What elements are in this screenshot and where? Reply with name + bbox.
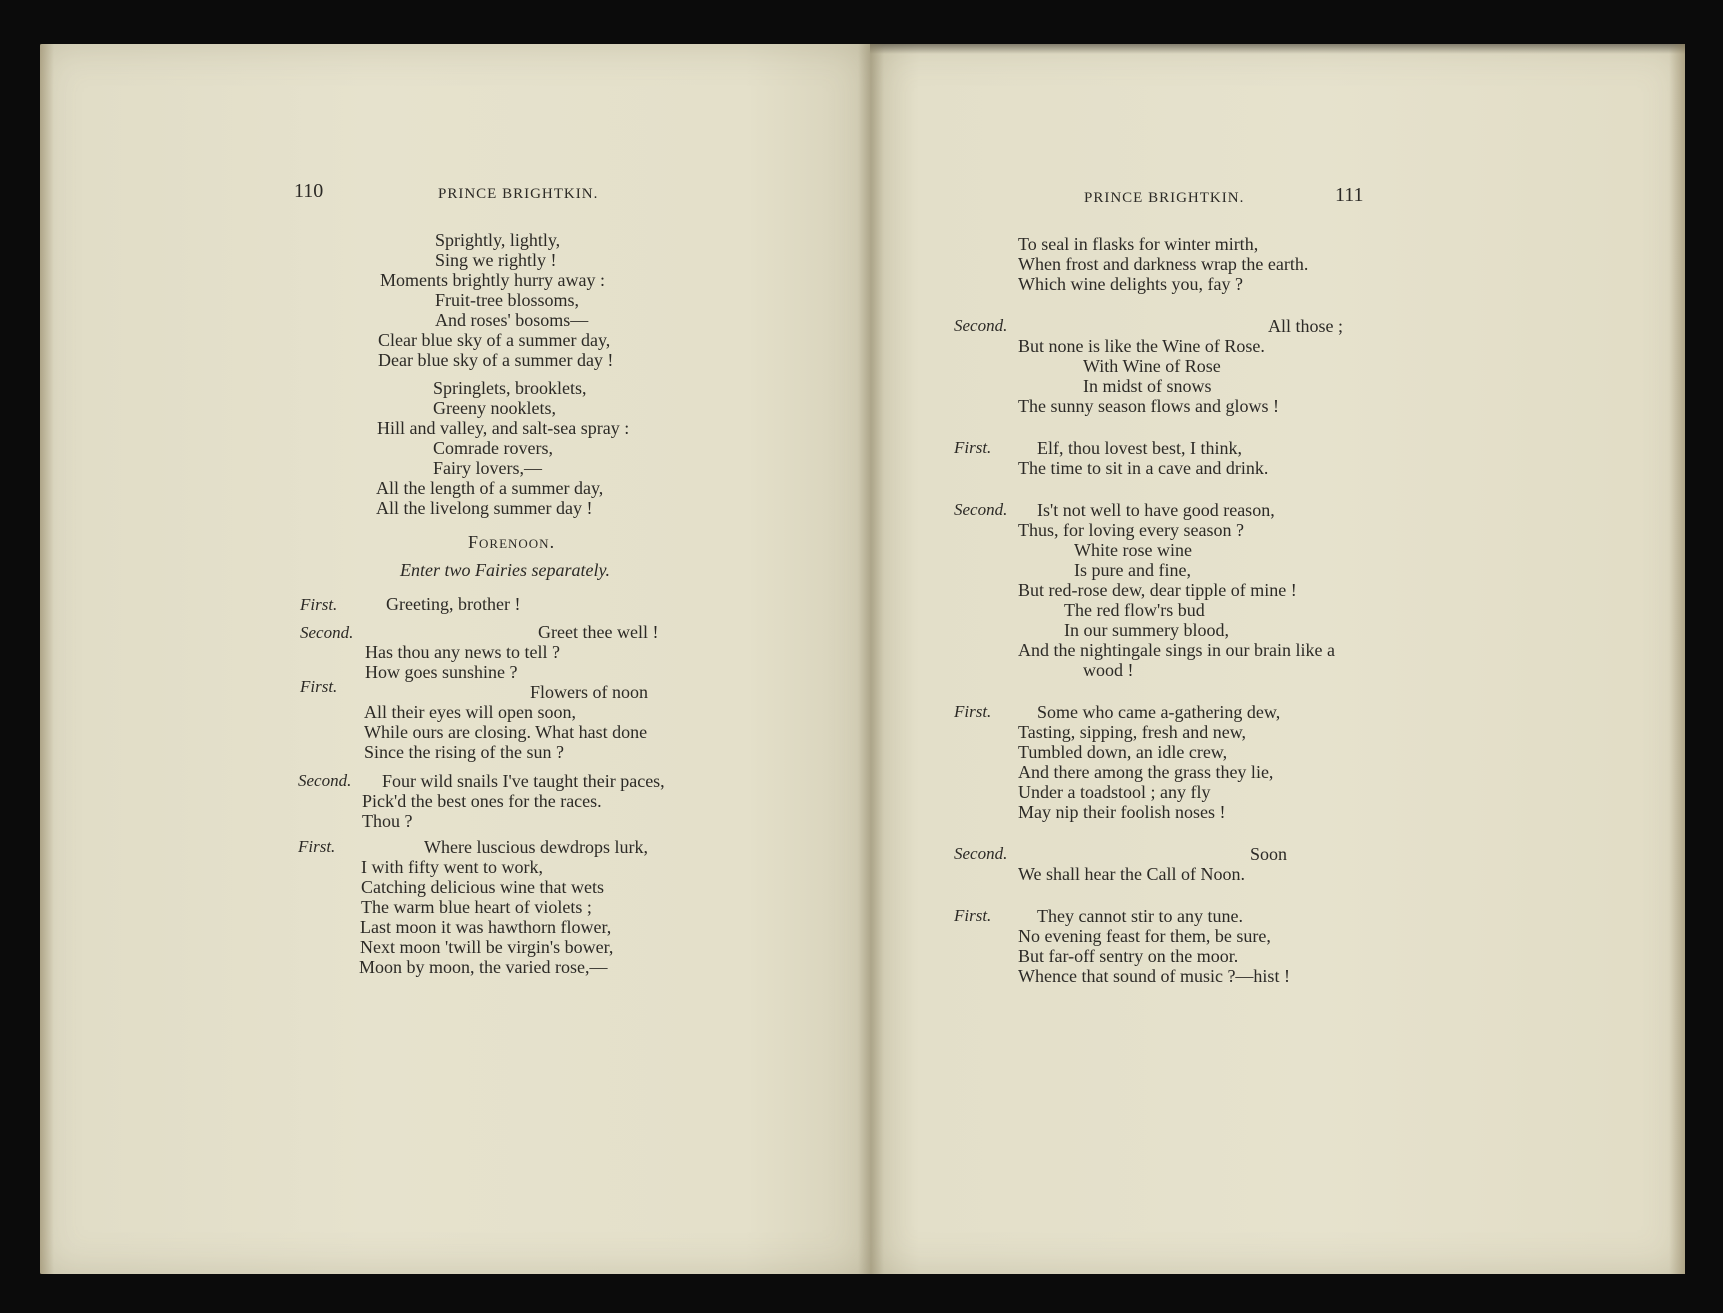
dialogue-line: Soon: [1250, 844, 1288, 864]
stage-direction: Enter two Fairies separately.: [400, 560, 610, 580]
book-gutter: [858, 44, 884, 1274]
verse-line: Dear blue sky of a summer day !: [378, 350, 614, 370]
dialogue-line: How goes sunshine ?: [365, 662, 518, 682]
verse-line: And roses' bosoms—: [435, 310, 589, 330]
dialogue-line: Pick'd the best ones for the races.: [362, 791, 602, 811]
dialogue-line: The warm blue heart of violets ;: [361, 897, 592, 917]
dialogue-line: Is pure and fine,: [1074, 560, 1191, 580]
verse-line: Clear blue sky of a summer day,: [378, 330, 611, 350]
page-edge: [40, 44, 54, 1274]
dialogue-line: But none is like the Wine of Rose.: [1018, 336, 1265, 356]
verse-line: All the length of a summer day,: [376, 478, 604, 498]
dialogue-line: Thus, for loving every season ?: [1018, 520, 1244, 540]
dialogue-line: To seal in flasks for winter mirth,: [1018, 234, 1259, 254]
dialogue-line: Some who came a-gathering dew,: [1037, 702, 1281, 722]
speaker-label: First.: [954, 702, 992, 721]
speaker-label: Second.: [300, 623, 354, 642]
dialogue-line: Is't not well to have good reason,: [1037, 500, 1275, 520]
dialogue-line: I with fifty went to work,: [361, 857, 543, 877]
dialogue-line: With Wine of Rose: [1083, 356, 1221, 376]
dialogue-line: And the nightingale sings in our brain like a: [1018, 640, 1335, 660]
dialogue-line: In midst of snows: [1083, 376, 1212, 396]
dialogue-line: And there among the grass they lie,: [1018, 762, 1274, 782]
verse-line: Fairy lovers,—: [433, 458, 542, 478]
speaker-label: Second.: [298, 771, 352, 790]
dialogue-line: Elf, thou lovest best, I think,: [1037, 438, 1242, 458]
dialogue-line: But far-off sentry on the moor.: [1018, 946, 1239, 966]
dialogue-line: Under a toadstool ; any fly: [1018, 782, 1211, 802]
dialogue-line: wood !: [1083, 660, 1134, 680]
dialogue-line: Whence that sound of music ?—hist !: [1018, 966, 1290, 986]
dialogue-line: Last moon it was hawthorn flower,: [360, 917, 612, 937]
right-page: [870, 44, 1685, 1274]
running-head: PRINCE BRIGHTKIN.: [438, 186, 599, 202]
dialogue-line: Where luscious dewdrops lurk,: [424, 837, 648, 857]
open-book: [40, 44, 1685, 1274]
speaker-label: First.: [298, 837, 336, 856]
dialogue-line: Tumbled down, an idle crew,: [1018, 742, 1228, 762]
dialogue-line: While ours are closing. What hast done: [364, 722, 648, 742]
dialogue-line: In our summery blood,: [1064, 620, 1229, 640]
dialogue-line: No evening feast for them, be sure,: [1018, 926, 1271, 946]
speaker-label: Second.: [954, 316, 1008, 335]
speaker-label: First.: [954, 438, 992, 457]
verse-line: Comrade rovers,: [433, 438, 553, 458]
dialogue-line: Thou ?: [362, 811, 413, 831]
dialogue-line: When frost and darkness wrap the earth.: [1018, 254, 1309, 274]
page-shadow: [870, 44, 1685, 54]
dialogue-line: Next moon 'twill be virgin's bower,: [360, 937, 614, 957]
verse-line: Hill and valley, and salt-sea spray :: [377, 418, 630, 438]
dialogue-line: All those ;: [1268, 316, 1343, 336]
dialogue-line: All their eyes will open soon,: [364, 702, 576, 722]
speaker-label: First.: [300, 595, 338, 614]
speaker-label: Second.: [954, 844, 1008, 863]
verse-line: Moments brightly hurry away :: [380, 270, 605, 290]
dialogue-line: They cannot stir to any tune.: [1037, 906, 1243, 926]
verse-line: Greeny nooklets,: [433, 398, 556, 418]
verse-line: Springlets, brooklets,: [433, 378, 587, 398]
dialogue-line: White rose wine: [1074, 540, 1192, 560]
verse-line: Sprightly, lightly,: [435, 230, 561, 250]
page-number: 110: [294, 180, 324, 202]
dialogue-line: The red flow'rs bud: [1064, 600, 1205, 620]
dialogue-line: The sunny season flows and glows !: [1018, 396, 1279, 416]
dialogue-line: Has thou any news to tell ?: [365, 642, 560, 662]
dialogue-line: Which wine delights you, fay ?: [1018, 274, 1243, 294]
dialogue-line: Tasting, sipping, fresh and new,: [1018, 722, 1247, 742]
speaker-label: First.: [300, 677, 338, 696]
dialogue-line: Four wild snails I've taught their paces,: [382, 771, 665, 791]
speaker-label: First.: [954, 906, 992, 925]
scene-heading: Forenoon.: [468, 532, 556, 552]
verse-line: Sing we rightly !: [435, 250, 557, 270]
dialogue-line: Since the rising of the sun ?: [364, 742, 564, 762]
page-edge: [1669, 44, 1685, 1274]
dialogue-line: Moon by moon, the varied rose,—: [359, 957, 608, 977]
left-page: [40, 44, 870, 1274]
dialogue-line: Catching delicious wine that wets: [361, 877, 604, 897]
page-number: 111: [1335, 184, 1364, 206]
dialogue-line: The time to sit in a cave and drink.: [1018, 458, 1269, 478]
dialogue-line: But red-rose dew, dear tipple of mine !: [1018, 580, 1297, 600]
running-head: PRINCE BRIGHTKIN.: [1084, 190, 1245, 206]
speaker-label: Second.: [954, 500, 1008, 519]
dialogue-line: Flowers of noon: [530, 682, 648, 702]
verse-line: All the livelong summer day !: [376, 498, 593, 518]
dialogue-line: We shall hear the Call of Noon.: [1018, 864, 1245, 884]
verse-line: Fruit-tree blossoms,: [435, 290, 579, 310]
dialogue-line: Greet thee well !: [538, 622, 659, 642]
dialogue-line: May nip their foolish noses !: [1018, 802, 1226, 822]
dialogue-line: Greeting, brother !: [386, 594, 521, 614]
